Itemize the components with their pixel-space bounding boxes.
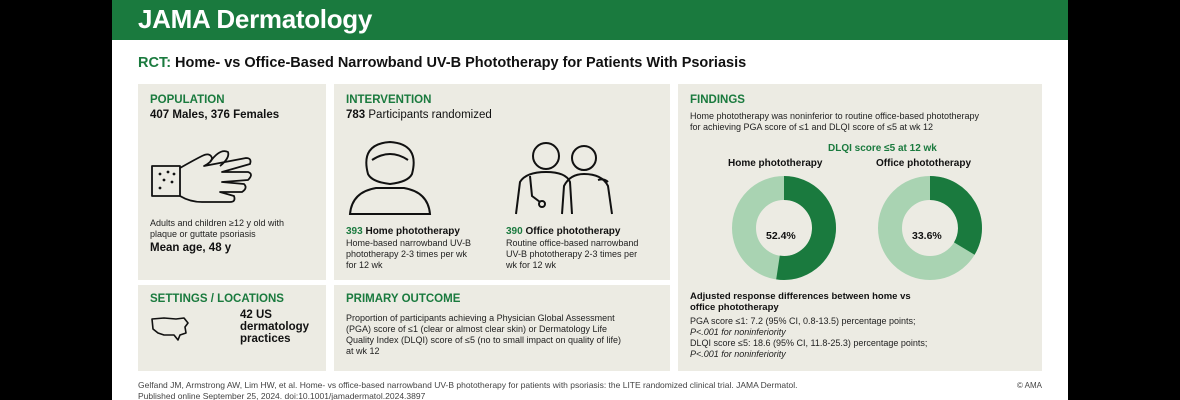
adjusted-title-2: office phototherapy — [690, 302, 779, 313]
pga-result-2: P<.001 for noninferiority — [690, 327, 786, 337]
office-donut-label: Office phototherapy — [876, 158, 972, 169]
office-arm-desc-3: wk for 12 wk — [506, 260, 557, 270]
dlqi-donut-chart — [678, 168, 1042, 288]
settings-line-3: practices — [240, 333, 291, 345]
outcome-desc-3: Quality Index (DLQI) score of ≤5 (no to small impact on quality of life) — [346, 335, 622, 345]
intervention-heading: INTERVENTION — [346, 94, 432, 106]
home-donut-label: Home phototherapy — [728, 158, 823, 169]
home-arm-desc-3: for 12 wk — [346, 260, 383, 270]
citation — [138, 380, 798, 400]
settings-line-2: dermatology — [240, 321, 310, 333]
population-count: 407 Males, 376 Females — [150, 109, 280, 121]
office-arm-desc-1: Routine office-based narrowband — [506, 238, 639, 248]
journal-title: JAMA Dermatology — [138, 4, 373, 34]
page-title — [138, 55, 746, 71]
findings-desc-1: Home phototherapy was noninferior to routine office-based phototherapy — [690, 111, 980, 121]
intervention-panel — [334, 84, 670, 280]
population-age: Mean age, 48 y — [150, 242, 232, 254]
outcome-desc-2: (PGA) score of ≤1 (clear or almost clear skin) or Dermatology Life — [346, 324, 608, 334]
outcome-desc-1: Proportion of participants achieving a Physician Global Assessment — [346, 313, 615, 323]
population-desc-2: plaque or guttate psoriasis — [150, 229, 256, 239]
randomized-text: Participants randomized — [365, 109, 492, 121]
office-arm-desc-2: UV-B phototherapy 2-3 times per — [506, 249, 638, 259]
home-arm-title — [346, 226, 460, 237]
findings-panel — [678, 84, 1042, 371]
us-map-icon — [150, 315, 190, 341]
home-arm-desc-1: Home-based narrowband UV-B — [346, 238, 472, 248]
outcome-panel — [334, 285, 670, 371]
journal-header — [112, 0, 1068, 40]
home-donut-value: 52.4% — [766, 230, 796, 242]
office-arm-title — [506, 226, 620, 237]
office-arm-count: 390 — [506, 226, 523, 237]
citation-line-2: Published online September 25, 2024. doi:10.1001/jamadermatol.2024.3897 — [138, 391, 426, 400]
population-heading: POPULATION — [150, 94, 225, 106]
office-donut-value: 33.6% — [912, 230, 942, 242]
population-desc-1: Adults and children ≥12 y old with — [150, 218, 285, 228]
home-arm-label: Home phototherapy — [362, 226, 460, 237]
office-doctor-icon — [512, 136, 622, 216]
outcome-desc-4: at wk 12 — [346, 346, 380, 356]
home-arm-count: 393 — [346, 226, 363, 237]
home-arm-desc-2: phototherapy 2-3 times per wk — [346, 249, 468, 259]
randomized-count: 783 — [346, 109, 366, 121]
randomized-line — [346, 109, 492, 121]
settings-line-1: 42 US — [240, 309, 272, 321]
title-prefix: RCT: — [138, 55, 172, 71]
office-arm-label: Office phototherapy — [522, 226, 621, 237]
outcome-heading: PRIMARY OUTCOME — [346, 293, 461, 305]
findings-desc-2: for achieving PGA score of ≤1 and DLQI score of ≤5 at wk 12 — [690, 122, 933, 132]
dlqi-result-2: P<.001 for noninferiority — [690, 349, 786, 359]
settings-panel — [138, 285, 326, 371]
pga-result-1: PGA score ≤1: 7.2 (95% CI, 0.8-13.5) percentage points; — [690, 316, 916, 326]
settings-heading: SETTINGS / LOCATIONS — [150, 293, 284, 305]
citation-line-1: Gelfand JM, Armstrong AW, Lim HW, et al. Home- vs office-based narrowband UV-B phototherapy for patients with psoriasis: the LITE randomized clinical trial. JAMA Dermatol. — [138, 380, 798, 390]
infographic — [112, 0, 1068, 400]
home-patient-icon — [346, 136, 436, 216]
title-text: Home- vs Office-Based Narrowband UV-B Phototherapy for Patients With Psoriasis — [171, 55, 747, 71]
findings-heading: FINDINGS — [690, 94, 745, 106]
chart-title: DLQI score ≤5 at 12 wk — [828, 143, 937, 154]
population-panel — [138, 84, 326, 280]
adjusted-title-1: Adjusted response differences between home vs — [690, 291, 911, 302]
copyright: © AMA — [1016, 381, 1042, 390]
dlqi-result-1: DLQI score ≤5: 18.6 (95% CI, 11.8-25.3) percentage points; — [690, 338, 928, 348]
hand-icon — [150, 144, 260, 214]
